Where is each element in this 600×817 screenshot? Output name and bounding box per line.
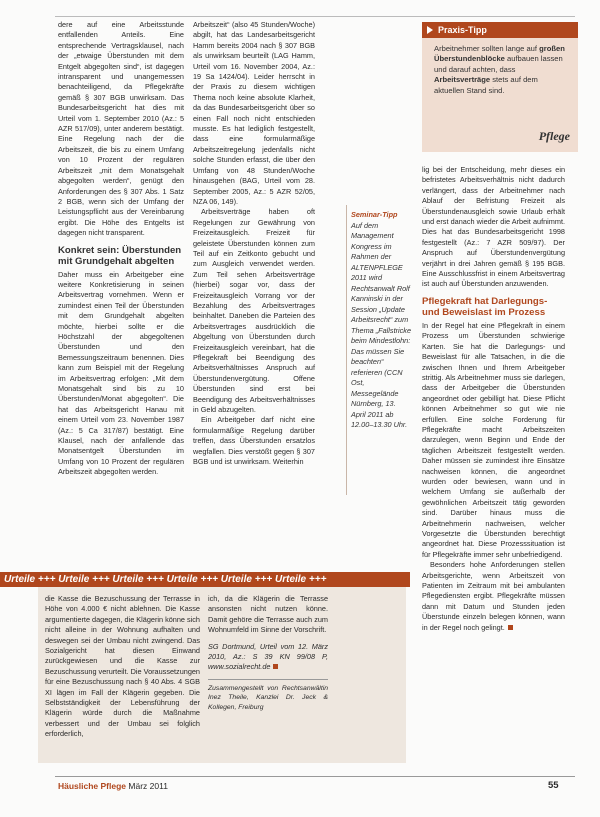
issue-date: März 2011 — [128, 781, 168, 791]
page-number: 55 — [548, 780, 559, 791]
article-column-1 — [58, 20, 184, 478]
seminar-tip — [351, 210, 411, 431]
divider — [208, 679, 328, 680]
paragraph-text: Besonders hohe Anforderungen stellen Arbeitsgerichte, wenn Arbeitszeit von Patienten im Zeitraum mit bei ambulanten Pflegediensten ergibt. Pflegekräfte müssen dann mit Datum und Stunden jeden Überstunde einzeln belegen können, wann in der Regel noch gelingt. — [422, 560, 565, 632]
paragraph: Ein Arbeitgeber darf nicht eine formularmäßige Regelung darüber treffen, dass Überstunden ersatzlos wegfallen. Dies verstößt gegen § 307 BGB und ist unwirksam. Weiterhin — [193, 415, 315, 467]
paragraph: Arbeitsverträge haben oft Regelungen zur Gewährung von Freizeitausgleich. Freizeit für geleistete Überstunden können zum Teil auf ein Zeitkonto gebucht und zum Ausgleich verwendet werden. Zum Teil sehen Arbeitsverträge (hierbei) sogar vor, dass der Freizeitausgleich Vorrang vor der Bezahlung des Arbeitsvertrages beinhaltet. Daneben die Parteien des Arbeitsvertrages ausdrücklich die Abgeltung von Überstunden durch Freizeitausgleich vereinbart, hat die Pflegekraft bei Beendigung des Arbeitsverhältnisses Anspruch auf Überstundenvergütung. Offene Überstunden sind erst bei Beendigung des Arbeitsverhältnisses in Geld abzugelten. — [193, 207, 315, 415]
text-fragment: stets auf dem aktuellen Stand sind. — [434, 75, 538, 95]
paragraph — [422, 560, 565, 633]
urteile-text: ich, da die Klägerin die Terrasse ansonsten nicht nutzen könne. Damit gehöre die Terrasse auch zum Wohnumfeld im Sinne der Vorschrift. — [208, 594, 328, 635]
paragraph: Daher muss ein Arbeitgeber eine weitere Konkretisierung in seinen Arbeitsvertrag vornehmen. Wenn er zumindest einen Teil der Überstunden mit dem Grundgehalt abgelten möchte, hierbei sollte er die Höchstzahl der abgegoltenen Überstunden und den Bemessungszeitraum benennen. Dies kann zum Beispiel mit der Regelung im Arbeitsvertrag erfolgen: „Mit dem Monatsgehalt sind bis zu 10 Überstunden/Monat abgegolten“. Die hat das Arbeitsgericht Hanau mit einem Urteil vom 23. November 1987 (Az.: 5 Ca 317/87) bestätigt. Eine Klausel, nach der anfallende das Monatsentgelt Überstunden im Umfang von 10 Prozent der regulären Arbeitszeit abgegolten werden. — [58, 269, 184, 477]
text-fragment: aufbauen lassen und darauf achten, dass — [434, 54, 563, 74]
paragraph: Arbeitszeit“ (also 45 Stunden/Woche) abgilt, hat das Landesarbeitsgericht Hamm bereits 2004 nach § 307 BGB als unwirksam beurteilt (LAG Hamm, Urteil vom 16. November 2004, Az.: 19 Sa 1424/04). Leider herrscht in der Praxis zu diesem wichtigen Thema noch keine absolute Klarheit, da das Bundesarbeitsgericht über so einen Fall noch nicht entschieden musste. Es hat lediglich festgestellt, dass eine formularmäßige Arbeitszeitregelung jedenfalls nicht solche Stunden erfasst, die über den Umfang von 48 Stunden/Woche hinausgehen (BAG, Urteil vom 28. September 2005, Az.: 5 AZR 52/05, NZA 06, 149). — [193, 20, 315, 206]
pflege-logo: Pflege — [538, 129, 570, 143]
footer-rule — [55, 776, 575, 777]
text-fragment: Arbeitnehmer sollten lange auf — [434, 44, 540, 53]
court-citation — [208, 642, 328, 673]
urteile-banner: Urteile +++ Urteile +++ Urteile +++ Urteile +++ Urteile +++ Urteile +++ — [0, 572, 410, 587]
seminar-tip-heading: Seminar-Tipp — [351, 210, 398, 219]
section-heading: Konkret sein: Überstunden mit Grundgehalt abgelten — [58, 244, 182, 268]
arrow-right-icon — [427, 26, 433, 34]
paragraph: dere auf eine Arbeitsstunde entfallenden Anteils. Eine entsprechende Vertragsklausel, nach der „etwaige Überstunden mit dem Entgelt abgegolten sind“, ist dagegen intransparent und unangemessen benachteiligend, da Pflegekräfte gemäß § 307 BGB unwirksam. Das Bundesarbeitsgericht hat dies mit Urteil vom 1. September 2010 (Az.: 5 AZR 517/09), unter anderem bestätigt. Eine Regelung nach der die Arbeitszeit, die bis zu einem Umfang von 10 Prozent der regulären Arbeitszeit „mit dem Monatsgehalt abgegolten werden“, genügt den Anforderungen des § 307 Abs. 1 Satz 2 BGB, wenn sich der Umfang der Leistungspflicht aus der Vereinbarung ergibt. Die Höhe des Entgelts ist dagegen nicht transparent. — [58, 20, 184, 238]
citation-text: SG Dortmund, Urteil vom 12. März 2010, Az.: S 39 KN 99/08 P, www.sozialrecht.de — [208, 641, 328, 672]
text-emphasis: großen Überstundenblöcke — [434, 44, 565, 64]
section-heading: Pflegekraft hat Darlegungs- und Beweislast im Prozess — [422, 295, 548, 319]
praxis-tip-header — [422, 22, 578, 38]
page-footer — [58, 781, 168, 791]
sidebar-divider — [346, 205, 347, 495]
praxis-tip-box — [422, 22, 578, 152]
urteile-column-1: die Kasse die Bezuschussung der Terrasse in Höhe von 4.000 € nicht ablehnen. Die Kasse argumentierte dagegen, die Klägerin könne sich nicht alleine in der Wohnung aufhalten und deswegen sei der Umbau nicht zwingend. Das Sozialgericht hat diesen Einwand zurückgewiesen und die Kasse zur Bezuschussung verurteilt. Die Voraussetzungen für eine Bezuschussung nach § 40 Abs. 4 SGB XI lägen im Fall der Klägerin gegeben. Die Selbstständigkeit der Lebensführung der Klägerin würde durch die Maßnahme verbessert und der Umbau sei folglich erforderlich, — [45, 594, 200, 739]
praxis-tip-label: Praxis-Tipp — [438, 25, 487, 35]
top-rule — [55, 16, 575, 17]
article-column-2 — [193, 20, 315, 467]
urteile-column-2 — [208, 594, 328, 713]
paragraph: In der Regel hat eine Pflegekraft in einem Prozess um Überstunden schwierige Karten. Sie hat die Darlegungs- und Beweislast für alle Tatsachen, in die die zwischen Ihnen und Ihrem Arbeitgeber strittig. Als Arbeitnehmer muss sie darlegen, dass der Arbeitgeber die Überstunden angeordnet oder gebilligt hat. Diese Pflicht können Arbeitnehmer so gut wie nie erfüllen. Eine solche Forderung für Pflegekräfte macht Arbeitszeiten darzulegen, wenn Beginn und Ende der täglichen Arbeitszeit festgestellt werden. Daher müssen sie zumindest ihre Einsätze nachweisen können, die angeordnet wurden oder bewiesen, wann und in welchem Umfang sie außerhalb der gewöhnlichen Arbeitszeit tätig geworden sind. Darüber hinaus muss die Arbeitnehmerin nachweisen, welcher Vorgesetzte die Überstunden berechtigt angeordnet hat. Diese Prozesssituation ist für Pflegekräfte immer sehr unbefriedigend. — [422, 320, 565, 559]
paragraph: lig bei der Entscheidung, mehr dieses ein befristetes Arbeitsverhältnis nicht dadurch verlängert, dass der Arbeitnehmer nach Ablauf der Befristung Freizeit als Überstundenausgleich sowie Urlaub erhält und erst danach wieder die Arbeit aufnimmt. Dies hat das Bundesarbeitsgericht 1998 festgestellt (Az.: 7 AZR 509/97). Der Anspruch auf Überstundenvergütung verjährt in drei Jahren gemäß § 195 BGB. Eine Ausschlussfrist in einem Arbeitsvertrag ist auch auf Überstunden anzuwenden. — [422, 165, 565, 289]
end-mark-icon — [273, 664, 278, 669]
praxis-tip-text — [422, 38, 578, 96]
end-mark-icon — [508, 625, 513, 630]
seminar-tip-body: Auf dem Management Kongress im Rahmen der ALTENPFLEGE 2011 wird Rechtsanwalt Rolf Kanninski in der Session „Update Arbeitsrecht“ zum Thema „Fallstricke beim Mindestlohn: Das müssen Sie beachten“ referieren (CCN Ost, Messegelände Nürnberg, 13. April 2011 ab 12.00–13.30 Uhr. — [351, 220, 412, 429]
compiled-by-credit: Zusammengestellt von Rechtsanwältin Inez Theile, Kanzlei Dr. Jeck & Kollegen, Freiburg — [208, 684, 328, 712]
article-column-3 — [422, 165, 565, 633]
text-emphasis: Arbeitsverträge — [434, 75, 491, 85]
magazine-name: Häusliche Pflege — [58, 781, 127, 791]
